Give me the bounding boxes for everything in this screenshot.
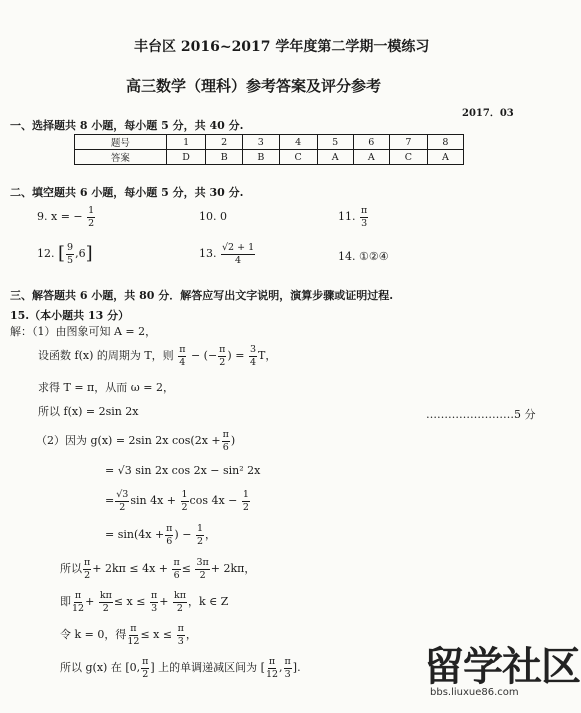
table-cell: 4 [279, 135, 317, 150]
table-cell: D [166, 150, 206, 165]
answer-q9 [37, 206, 96, 228]
solution-line-1: 解：（1）由图象可知 A = 2， [10, 325, 157, 338]
table-cell: B [243, 150, 280, 165]
q11-number: 11. [338, 210, 356, 223]
answer-q13 [199, 243, 256, 265]
doc-title: 丰台区 2016~2017 学年度第二学期一模练习 [134, 39, 430, 55]
table-cell: B [206, 150, 243, 165]
doc-date: 2017．03 [462, 108, 514, 119]
answer-q11 [338, 206, 369, 228]
q15-title: 15.（本小题共 13 分） [10, 309, 130, 322]
table-row [75, 135, 464, 150]
table-cell: 6 [353, 135, 389, 150]
solution-line-12: 所以 g(x) 在 [0, $\frac{\pi}{2}$ ] 上的单调递减区间为 [ $\frac{\pi}{12}$ , $\frac{\pi}{3}$ ]. [60, 656, 301, 680]
q9-fraction: $\frac{1}{2}$ [88, 205, 95, 229]
section2-heading: 二、填空题共 6 小题，每小题 5 分，共 30 分. [10, 186, 244, 199]
q10-number: 10. [199, 210, 217, 223]
q14-number: 14. [338, 250, 356, 263]
table-row [75, 150, 464, 165]
q9-number: 9. [37, 210, 48, 223]
q12-rest: ,6 [75, 247, 86, 260]
solution-line-7: = $\frac{√3}{2}$ sin 4x + $\frac{1}{2}$ cos 4x − $\frac{1}{2}$ [105, 489, 249, 513]
answer-q12 [37, 243, 93, 265]
table-cell: 7 [389, 135, 427, 150]
section1-heading: 一、选择题共 8 小题，每小题 5 分，共 40 分. [10, 119, 244, 132]
watermark-url: bbs.liuxue86.com [430, 687, 519, 698]
watermark [424, 644, 580, 698]
doc-subtitle: 高三数学（理科）参考答案及评分参考 [126, 77, 382, 95]
table-row-label: 答案 [75, 150, 167, 165]
table-cell: A [317, 150, 353, 165]
table-cell: A [353, 150, 389, 165]
q14-value: ①②④ [359, 250, 389, 263]
q13-number: 13. [199, 247, 217, 260]
table-cell: 5 [317, 135, 353, 150]
answer-table [74, 134, 464, 165]
table-cell: 1 [166, 135, 206, 150]
solution-line-4: 所以 f(x) = 2sin 2x [38, 405, 139, 418]
q11-fraction: $\frac{\pi}{3}$ [361, 205, 368, 229]
table-row-label: 题号 [75, 135, 167, 150]
q12-number: 12. [37, 247, 55, 260]
table-cell: A [427, 150, 463, 165]
watermark-text: 留学社区 [424, 644, 580, 690]
solution-line-3: 求得 T = π，从而 ω = 2， [38, 381, 174, 394]
q10-value: 0 [220, 210, 227, 223]
solution-line-11: 令 k = 0，得 $\frac{\pi}{12}$ ≤ x ≤ $\frac{\pi}{3}$ ， [60, 623, 197, 647]
solution-line-5: （2）因为 g(x) = 2sin 2x cos(2x + $\frac{\pi}{6}$ ) [36, 429, 236, 453]
q12-fraction: $\frac{9}{5}$ [67, 242, 74, 266]
table-cell: C [389, 150, 427, 165]
score-mark: ……………………5 分 [426, 408, 536, 421]
table-cell: 3 [243, 135, 280, 150]
q12-close-bracket: ] [85, 243, 93, 264]
solution-line-2: 设函数 f(x) 的周期为 T，则 $\frac{\pi}{4}$ − (− $\frac{\pi}{2}$ ) = $\frac{3}{4}$ T， [38, 344, 277, 368]
q9-lhs: x = − [51, 210, 83, 223]
section3-heading: 三、解答题共 6 小题，共 80 分．解答应写出文字说明，演算步骤或证明过程. [10, 289, 394, 302]
table-cell: 8 [427, 135, 463, 150]
table-cell: C [279, 150, 317, 165]
solution-line-6: = √3 sin 2x cos 2x − sin² 2x [105, 464, 261, 477]
answer-q14 [338, 250, 389, 263]
solution-line-9: 所以 $\frac{\pi}{2}$ + 2kπ ≤ 4x + $\frac{\pi}{6}$ ≤ $\frac{3\pi}{2}$ + 2kπ， [60, 557, 256, 581]
solution-line-8: = sin(4x + $\frac{\pi}{6}$ ) − $\frac{1}{2}$ ， [105, 523, 216, 547]
answer-q10 [199, 210, 227, 223]
q12-open-bracket: [ [58, 243, 66, 264]
q13-fraction: $\frac{√2 + 1}{4}$ [222, 242, 255, 266]
solution-line-10: 即 $\frac{\pi}{12}$ + $\frac{k\pi}{2}$ ≤ x ≤ $\frac{\pi}{3}$ + $\frac{k\pi}{2}$ ，k ∈ Z [60, 590, 229, 614]
table-cell: 2 [206, 135, 243, 150]
